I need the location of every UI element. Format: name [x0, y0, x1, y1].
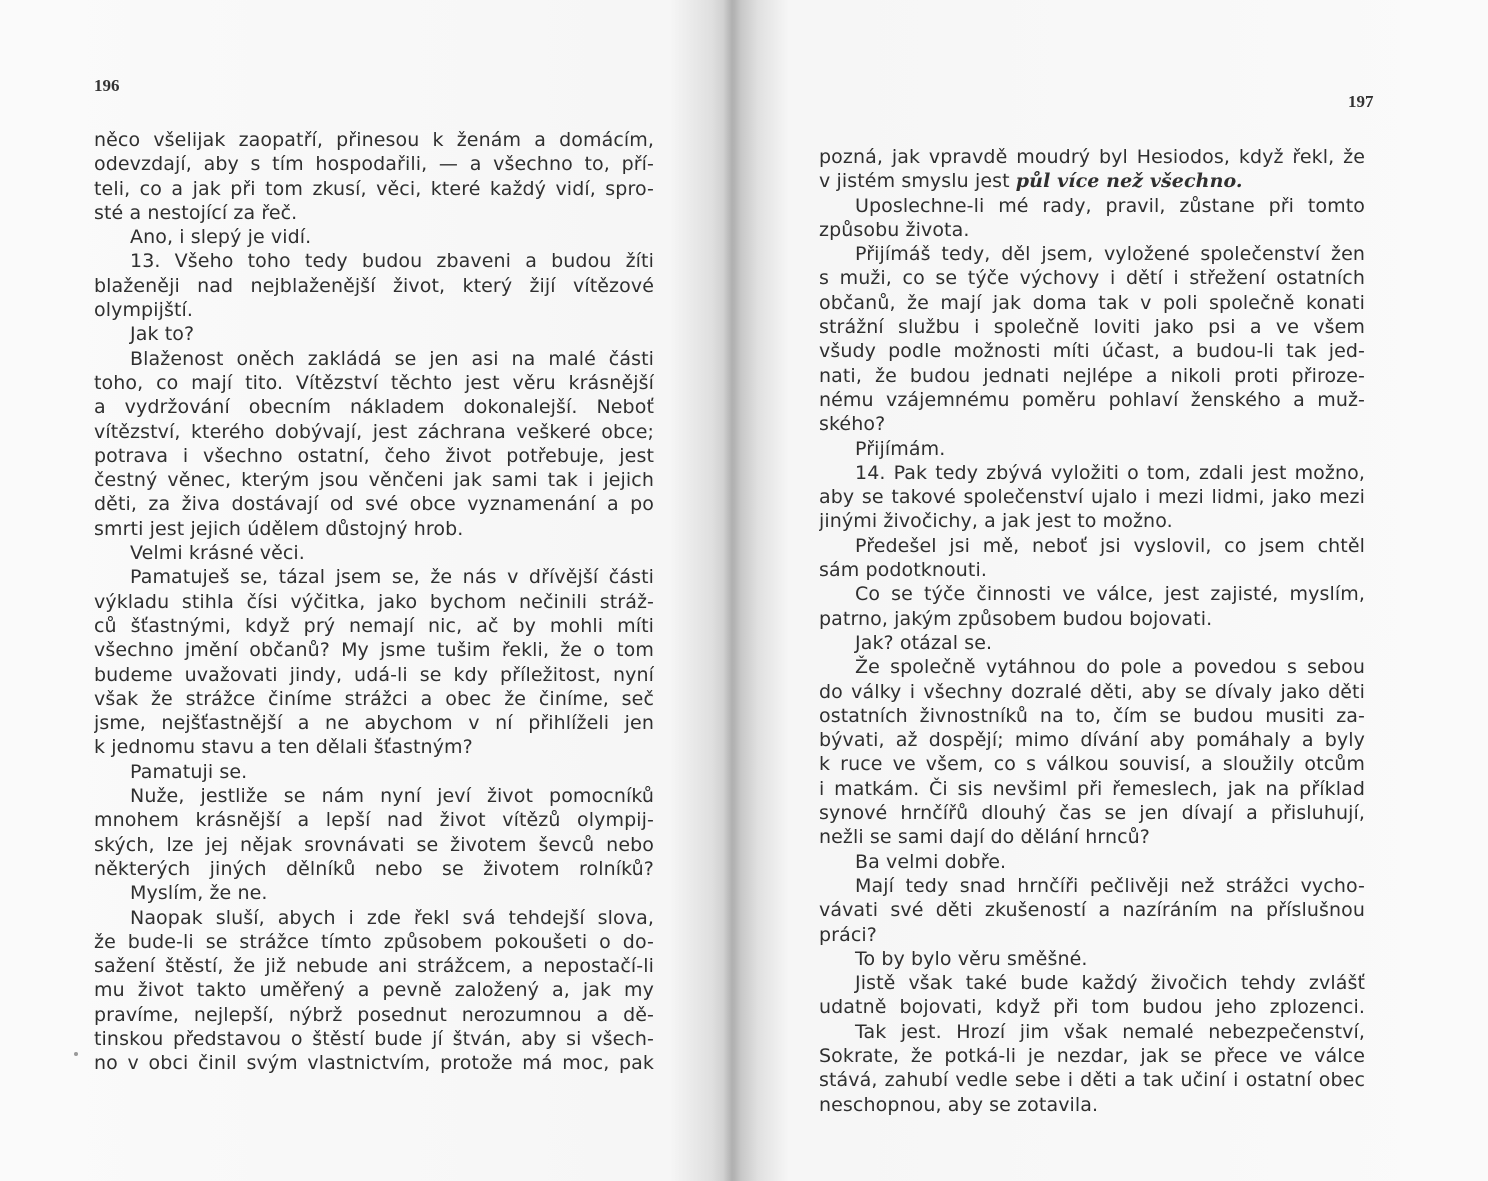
line-text: ostatních živnostníků na to, čím se budou musiti za- [819, 704, 1365, 727]
text-line [94, 760, 654, 784]
text-line [94, 565, 654, 589]
text-line [819, 680, 1365, 704]
text-line [94, 395, 654, 419]
text-line [819, 874, 1365, 898]
right-page [740, 0, 1488, 1181]
text-line [94, 201, 654, 225]
line-text: vítězství, kterého dobývají, jest záchrana veškeré obce; [94, 420, 654, 443]
text-line [94, 1027, 654, 1051]
line-text: nému vzájemnému poměru pohlaví ženského a muž- [819, 388, 1365, 411]
line-text: občanů, že mají jak doma tak v poli společně konati [819, 291, 1365, 314]
text-line [94, 1051, 654, 1075]
text-line [819, 194, 1365, 218]
line-text: jsme, nejšťastnější a ne abychom v ní přihlíželi jen [94, 712, 654, 735]
line-text: k ruce ve všem, co s válkou souvisí, a sloužily otcům [819, 753, 1365, 776]
line-text: Co se týče činnosti ve válce, jest zajisté, myslím, [855, 583, 1365, 606]
line-text: v jistém smyslu jest [819, 170, 1016, 193]
text-line [94, 784, 654, 808]
text-line [819, 825, 1365, 849]
text-line [819, 461, 1365, 485]
line-text: Že společně vytáhnou do pole a povedou s sebou [855, 656, 1365, 679]
text-line [94, 978, 654, 1002]
text-line [819, 850, 1365, 874]
text-line [819, 655, 1365, 679]
line-text: Mají tedy snad hrnčíři pečlivěji než strážci vycho- [855, 874, 1365, 897]
line-text: Blaženost oněch zakládá se jen asi na malé části [130, 347, 654, 370]
text-line [819, 971, 1365, 995]
line-text: Uposlechne-li mé rady, pravil, zůstane při tomto [855, 194, 1365, 217]
line-text: sté a nestojící za řeč. [94, 201, 298, 224]
line-text: Velmi krásné věci. [130, 542, 305, 565]
text-line [819, 339, 1365, 363]
text-line [819, 1068, 1365, 1092]
line-text: aby se takové společenství ujalo i mezi lidmi, jako mezi [819, 486, 1365, 509]
text-line [819, 169, 1365, 193]
text-line [819, 728, 1365, 752]
left-page-text [94, 128, 654, 1076]
line-text: s muži, co se týče výchovy i dětí i střežení ostatních [819, 267, 1365, 290]
line-text: neschopnou, aby se zotavila. [819, 1093, 1099, 1116]
text-line [819, 704, 1365, 728]
left-page [0, 0, 740, 1181]
text-line [94, 735, 654, 759]
line-text: ců šťastnými, když prý nemají nic, ač by mohli míti [94, 614, 654, 637]
line-text: Myslím, že ne. [130, 882, 268, 905]
text-line [819, 1044, 1365, 1068]
line-text: že bude-li se strážce tímto způsobem pokoušeti o do- [94, 930, 654, 953]
text-line [94, 590, 654, 614]
text-line [819, 266, 1365, 290]
text-line [94, 711, 654, 735]
line-text: Ba velmi dobře. [855, 850, 1007, 873]
text-line [819, 388, 1365, 412]
text-line [94, 614, 654, 638]
text-line [94, 906, 654, 930]
line-text: no v obci činil svým vlastnictvím, protože má moc, pak [94, 1052, 654, 1075]
text-line [94, 492, 654, 516]
line-text: strážní službu i společně loviti jako psi a ve všem [819, 316, 1365, 339]
text-line [819, 923, 1365, 947]
line-text: 13. Všeho toho tedy budou zbaveni a budou žíti [130, 250, 654, 273]
line-text: způsobu života. [819, 218, 970, 241]
text-line [819, 1093, 1365, 1117]
line-text: Sokrate, že potká-li je nezdar, jak se přece ve válce [819, 1044, 1365, 1067]
text-line [94, 249, 654, 273]
line-text: budeme uvažovati jindy, udá-li se kdy příležitost, nyní [94, 663, 654, 686]
line-text: stává, zahubí vedle sebe i děti a tak učiní i ostatní obec [819, 1069, 1365, 1092]
text-line [819, 534, 1365, 558]
text-line [819, 145, 1365, 169]
text-line [94, 177, 654, 201]
line-text: sažení štěstí, že již nebude ani strážcem, a nepostačí-li [94, 955, 654, 978]
text-line [94, 930, 654, 954]
text-line [819, 291, 1365, 315]
line-text: i matkám. Či sis nevšiml při řemeslech, jak na příklad [819, 777, 1365, 800]
page-number-left: 196 [94, 76, 120, 95]
line-text: To by bylo věru směšné. [855, 947, 1088, 970]
line-text: vávati své děti zkušeností a nazíráním na příslušnou [819, 899, 1365, 922]
line-text: všechno jmění občanů? My jsme tušim řekli, že o tom [94, 639, 654, 662]
line-text: pozná, jak vpravdě moudrý byl Hesiodos, když řekl, že [819, 146, 1365, 168]
line-text: Jak? otázal se. [855, 631, 993, 654]
text-line [94, 152, 654, 176]
text-line [819, 801, 1365, 825]
line-text: k jednomu stavu a ten dělali šťastným? [94, 736, 473, 759]
line-text: do války i všechny dozralé děti, aby se dívaly jako děti [819, 680, 1365, 703]
line-text: patrno, jakým způsobem budou bojovati. [819, 607, 1213, 630]
text-line [94, 347, 654, 371]
line-text: synové hrnčířů dlouhý čas se jen dívají a přisluhují, [819, 802, 1365, 825]
text-line [94, 225, 654, 249]
text-line [819, 218, 1365, 242]
line-text: sám podotknouti. [819, 559, 987, 582]
text-line [819, 898, 1365, 922]
line-text: Naopak sluší, abych i zde řekl svá tehdejší slova, [130, 906, 654, 929]
line-text: 14. Pak tedy zbývá vyložiti o tom, zdali jest možno, [855, 461, 1365, 484]
line-text: toho, co mají tito. Vítězství těchto jest věru krásnější [94, 371, 654, 394]
text-line [94, 954, 654, 978]
text-line [819, 242, 1365, 266]
line-text: nati, že budou jednati nejlépe a nikoli proti přiroze- [819, 364, 1365, 387]
text-line [819, 631, 1365, 655]
line-text: některých jiných dělníků nebo se životem rolníků? [94, 857, 654, 880]
right-page-text [819, 145, 1365, 1117]
text-line [94, 638, 654, 662]
line-text: tinskou představou o štěstí bude jí štván, aby si všech- [94, 1027, 654, 1050]
line-text: Nuže, jestliže se nám nyní jeví život pomocníků [130, 785, 654, 808]
line-text: odevzdají, aby s tím hospodařili, — a všechno to, pří- [94, 153, 654, 176]
line-text: bývati, až dospějí; mimo dívání aby pomáhaly a byly [819, 729, 1365, 752]
line-text: nežli se sami dají do dělání hrnců? [819, 826, 1150, 849]
text-line [94, 298, 654, 322]
line-text: čestný věnec, kterým jsou věnčeni jak sami tak i jejich [94, 469, 654, 492]
line-text: potrava i všechno ostatní, čeho život potřebuje, jest [94, 444, 654, 467]
text-line [94, 857, 654, 881]
line-text: Pamatuji se. [130, 760, 248, 783]
line-text: teli, co a jak při tom zkusí, věci, které každý vidí, spro- [94, 177, 654, 200]
text-line [94, 687, 654, 711]
line-text: ského? [819, 413, 886, 436]
text-line [94, 468, 654, 492]
line-text: Přijímáš tedy, děl jsem, vyložené společenství žen [855, 243, 1365, 266]
text-line [819, 607, 1365, 631]
text-line [819, 412, 1365, 436]
text-line [819, 315, 1365, 339]
line-text: Jak to? [130, 323, 195, 346]
paper-speck [74, 1052, 78, 1056]
line-text: a vydržování obecním nákladem dokonalejší. Neboť [94, 396, 654, 419]
line-text: smrti jest jejich údělem důstojný hrob. [94, 517, 464, 540]
line-text: všudy podle možnosti míti účast, a budou-li tak jed- [819, 340, 1365, 363]
text-line [94, 444, 654, 468]
text-line [819, 1020, 1365, 1044]
line-text: však že strážce činíme strážci a obec že činíme, seč [94, 687, 654, 710]
line-text: Ano, i slepý je vidí. [130, 226, 312, 249]
text-line [819, 995, 1365, 1019]
text-line [819, 947, 1365, 971]
line-text: Jistě však také bude každý živočich tehdy zvlášť [855, 972, 1365, 995]
line-text: Předešel jsi mě, neboť jsi vyslovil, co jsem chtěl [855, 534, 1365, 557]
line-text: Přijímám. [855, 437, 946, 460]
text-line [819, 558, 1365, 582]
text-line [94, 1003, 654, 1027]
line-text: Pamatuješ se, tázal jsem se, že nás v dřívější části [130, 566, 654, 589]
text-line [819, 582, 1365, 606]
line-text: Tak jest. Hrozí jim však nemalé nebezpečenství, [855, 1020, 1365, 1043]
text-line [94, 371, 654, 395]
text-line [94, 517, 654, 541]
text-line [819, 437, 1365, 461]
text-line [94, 881, 654, 905]
line-text: olympijští. [94, 299, 194, 322]
text-line [94, 833, 654, 857]
text-line [94, 808, 654, 832]
line-text: udatně bojovati, když při tom budou jeho zplozenci. [819, 996, 1365, 1019]
text-line [94, 420, 654, 444]
page-number-right: 197 [1348, 92, 1374, 111]
line-text: něco všelijak zaopatří, přinesou k ženám a domácím, [94, 129, 654, 151]
line-text: mnohem krásnější a lepší nad život vítězů olympij- [94, 809, 654, 832]
text-line [819, 364, 1365, 388]
text-line [819, 485, 1365, 509]
text-line [94, 541, 654, 565]
text-line [94, 663, 654, 687]
line-text: jinými živočichy, a jak jest to možno. [819, 510, 1173, 533]
text-line [819, 752, 1365, 776]
text-line [94, 274, 654, 298]
text-line [819, 509, 1365, 533]
line-text: práci? [819, 923, 877, 946]
line-text: děti, za živa dostávají od své obce vyznamenání a po [94, 493, 654, 516]
line-text: výkladu stihla čísi výčitka, jako bychom nečinili stráž- [94, 590, 654, 613]
italic-phrase: půl více než všechno. [1015, 170, 1243, 193]
text-line [94, 128, 654, 152]
line-text: pravíme, nejlepší, nýbrž posednut nerozumnou a dě- [94, 1003, 654, 1026]
line-text: blaženěji nad nejblaženější život, který žijí vítězové [94, 274, 654, 297]
line-text: ských, lze jej nějak srovnávati se životem ševců nebo [94, 833, 654, 856]
text-line [94, 322, 654, 346]
text-line [819, 777, 1365, 801]
line-text: mu život takto uměřený a pevně založený a, jak my [94, 979, 654, 1002]
